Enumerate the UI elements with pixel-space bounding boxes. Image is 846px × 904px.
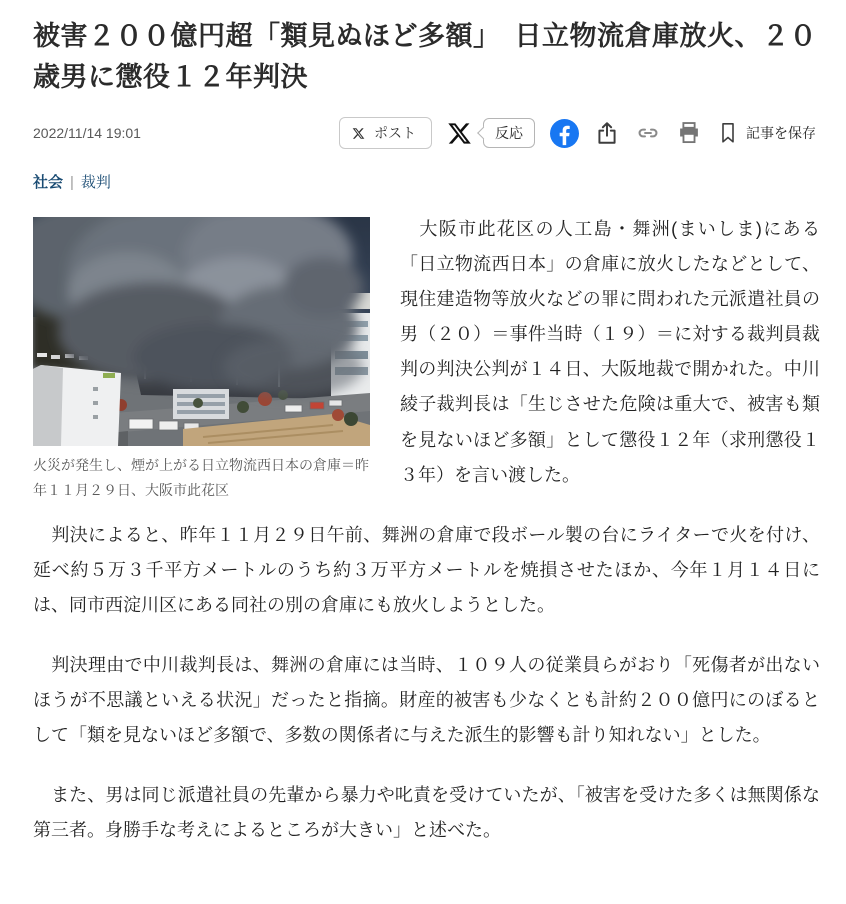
share-icon[interactable] [594,120,620,146]
article-body [33,212,820,874]
category-tags [33,171,820,192]
article-paragraph-3: 判決理由で中川裁判長は、舞洲の倉庫には当時、１０９人の従業員らがおり「死傷者が出ないほうが不思議といえる状況」だったと指摘。財産的被害も少なくとも計約２００億円にのぼるとして「類を見ないほど多額で、多数の関係者に与えた派生的影響も計り知れない」とした。 [33,655,820,746]
photo-caption: 火災が発生し、煙が上がる日立物流西日本の倉庫＝昨年１１月２９日、大阪市此花区 [33,457,369,499]
article-paragraph-4: また、男は同じ派遣社員の先輩から暴力や叱責を受けていたが、「被害を受けた多くは無関係な第三者。身勝手な考えによるところが大きい」と述べた。 [33,785,820,841]
x-post-label: ポスト [374,125,416,141]
reaction-label: 反応 [495,125,523,141]
facebook-icon[interactable] [550,119,579,148]
x-logo-icon [352,127,365,140]
tag-separator: | [70,174,74,191]
article-paragraph-1: 大阪市此花区の人工島・舞洲(まいしま)にある「日立物流西日本」の倉庫に放火したなどとして、現住建造物等放火などの罪に問われた元派遣社員の男（２０）＝事件当時（１９）＝に対する裁判員裁判の判決公判が１４日、大阪地裁で開かれた。中川綾子裁判長は「生じさせた危険は重大で、被害も類を見ないほど多額」として懲役１２年（求刑懲役１３年）を言い渡した。 [400,219,820,485]
x-post-button[interactable] [339,117,432,149]
print-icon[interactable] [676,120,702,146]
tag-society[interactable]: 社会 [33,174,64,191]
article-paragraph-2: 判決によると、昨年１１月２９日午前、舞洲の倉庫で段ボール製の台にライターで火を付け、延べ約５万３千平方メートルのうち約３万平方メートルを焼損させたほか、今年１月１４日には、同市西淀川区にある同社の別の倉庫にも放火しようとした。 [33,524,820,615]
article-headline: 被害２００億円超「類見ぬほど多額」 日立物流倉庫放火、２０歳男に懲役１２年判決 [33,21,817,92]
tag-trial[interactable]: 裁判 [80,174,111,191]
save-article-label: 記事を保存 [746,125,816,141]
x-logo-icon[interactable] [447,121,472,146]
share-toolbar [339,117,816,149]
link-icon[interactable] [635,120,661,146]
publish-date: 2022/11/14 19:01 [33,125,141,141]
fire-photo [33,217,370,446]
meta-row [33,117,820,149]
article-figure [33,217,370,503]
reaction-button[interactable] [483,118,535,148]
bookmark-icon [717,121,739,145]
save-article-button[interactable] [717,121,816,145]
